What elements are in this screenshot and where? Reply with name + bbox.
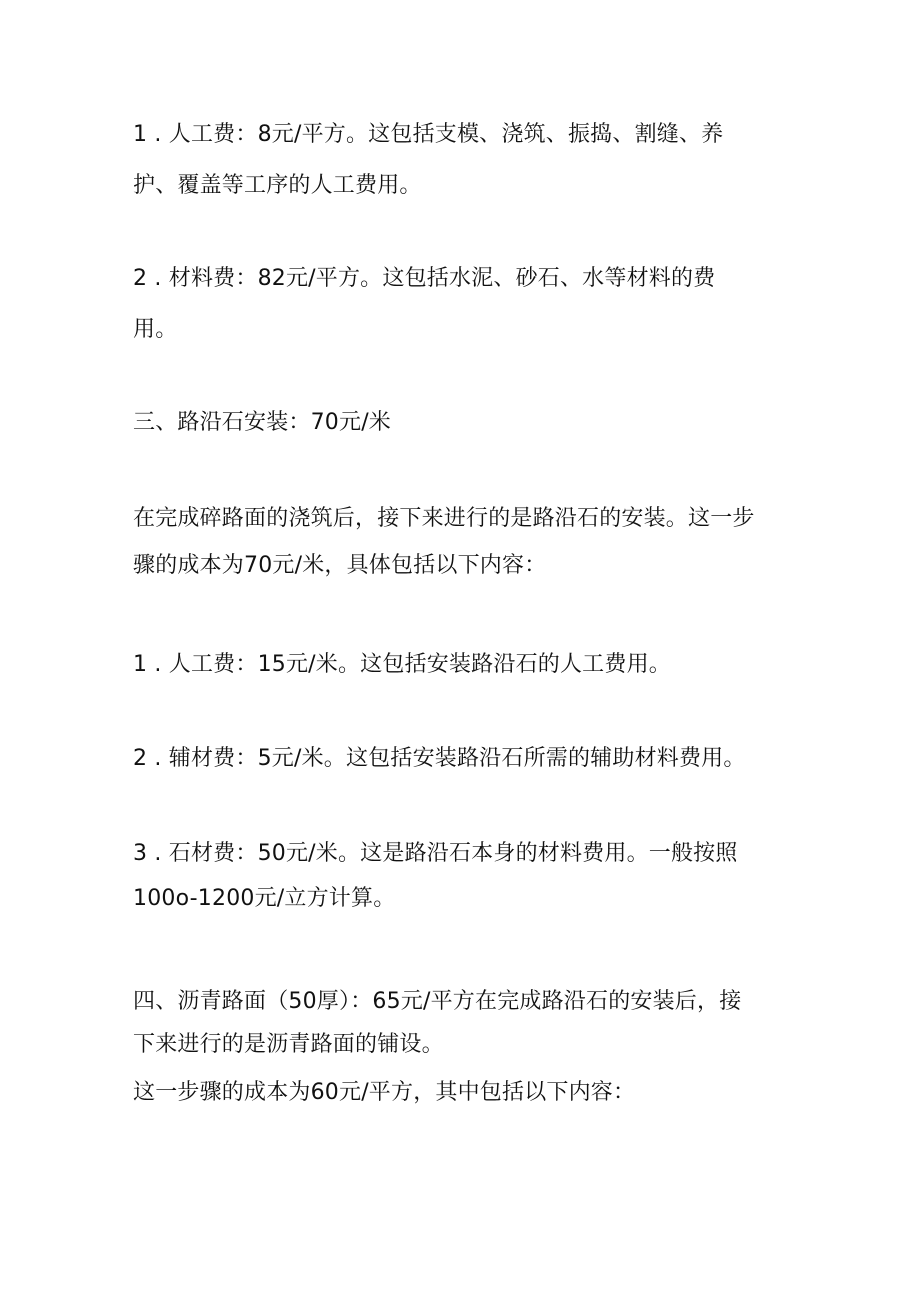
text-line: 2 . 材料费：82元/平方。这包括水泥、砂石、水等材料的费 xyxy=(133,266,716,291)
section-heading: 三、路沿石安装：70元/米 xyxy=(133,410,392,435)
text-line: 1 . 人工费：8元/平方。这包括支模、浇筑、振捣、割缝、养 xyxy=(133,122,724,147)
text-line: 2 . 辅材费：5元/米。这包括安装路沿石所需的辅助材料费用。 xyxy=(133,746,746,771)
text-line: 这一步骤的成本为60元/平方，其中包括以下内容： xyxy=(133,1080,636,1105)
section-heading: 四、沥青路面（50厚）：65元/平方在完成路沿石的安装后，接 xyxy=(133,989,742,1014)
text-line: 1 . 人工费：15元/米。这包括安装路沿石的人工费用。 xyxy=(133,652,671,677)
text-line: 100o-1200元/立方计算。 xyxy=(133,886,396,911)
text-line: 下来进行的是沥青路面的铺设。 xyxy=(133,1032,444,1057)
text-line: 3 . 石材费：50元/米。这是路沿石本身的材料费用。一般按照 xyxy=(133,841,738,866)
text-line: 护、覆盖等工序的人工费用。 xyxy=(133,173,422,198)
text-line: 用。 xyxy=(133,317,178,342)
text-line: 在完成碎路面的浇筑后，接下来进行的是路沿石的安装。这一步 xyxy=(133,506,755,531)
text-line: 骤的成本为70元/米，具体包括以下内容： xyxy=(133,553,547,578)
